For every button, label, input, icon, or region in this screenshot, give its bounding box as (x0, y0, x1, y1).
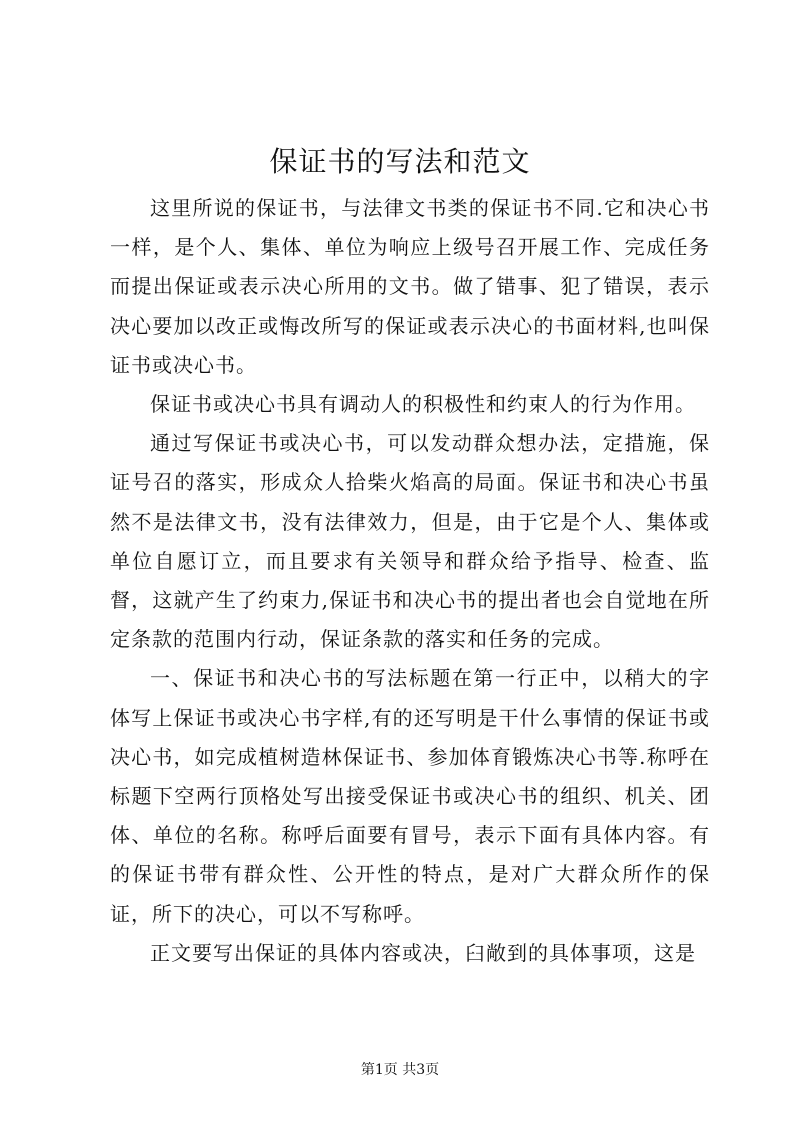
document-title: 保证书的写法和范文 (269, 145, 531, 178)
paragraph-5: 正文要写出保证的具体内容或决，臼敞到的具体事项，这是 (150, 940, 696, 965)
page-number-footer: 第1页 共3页 (360, 1062, 440, 1078)
paragraph-4: 一、保证书和决心书的写法标题在第一行正中，以稍大的字体写上保证书或决心书字样,有的还写明是干什么事情的保证书或决心书，如完成植树造林保证书、参加体育锻炼决心书等.称呼在标题下空两行顶格处写出接受保证书或决心书的组织、机关、团体、单位的名称。称呼后面要有冒号，表示下面有具体内容。有的保证书带有群众性、公开性的特点，是对广大群众所作的保证，所下的决心，可以不写称呼。 (110, 666, 710, 926)
paragraph-3: 通过写保证书或决心书，可以发动群众想办法，定措施，保证号召的落实，形成众人拾柴火焰高的局面。保证书和决心书虽然不是法律文书，没有法律效力，但是，由于它是个人、集体或单位自愿订立，而且要求有关领导和群众给予指导、检查、监督，这就产生了约束力,保证书和决心书的提出者也会自觉地在所定条款的范围内行动，保证条款的落实和任务的完成。 (110, 431, 710, 652)
document-body (110, 189, 710, 973)
paragraph-1: 这里所说的保证书，与法律文书类的保证书不同.它和决心书一样，是个人、集体、单位为响应上级号召开展工作、完成任务而提出保证或表示决心所用的文书。做了错事、犯了错误，表示决心要加以改正或悔改所写的保证或表示决心的书面材料,也叫保证书或决心书。 (110, 196, 710, 377)
paragraph-2: 保证书或决心书具有调动人的积极性和约束人的行为作用。 (150, 392, 696, 417)
